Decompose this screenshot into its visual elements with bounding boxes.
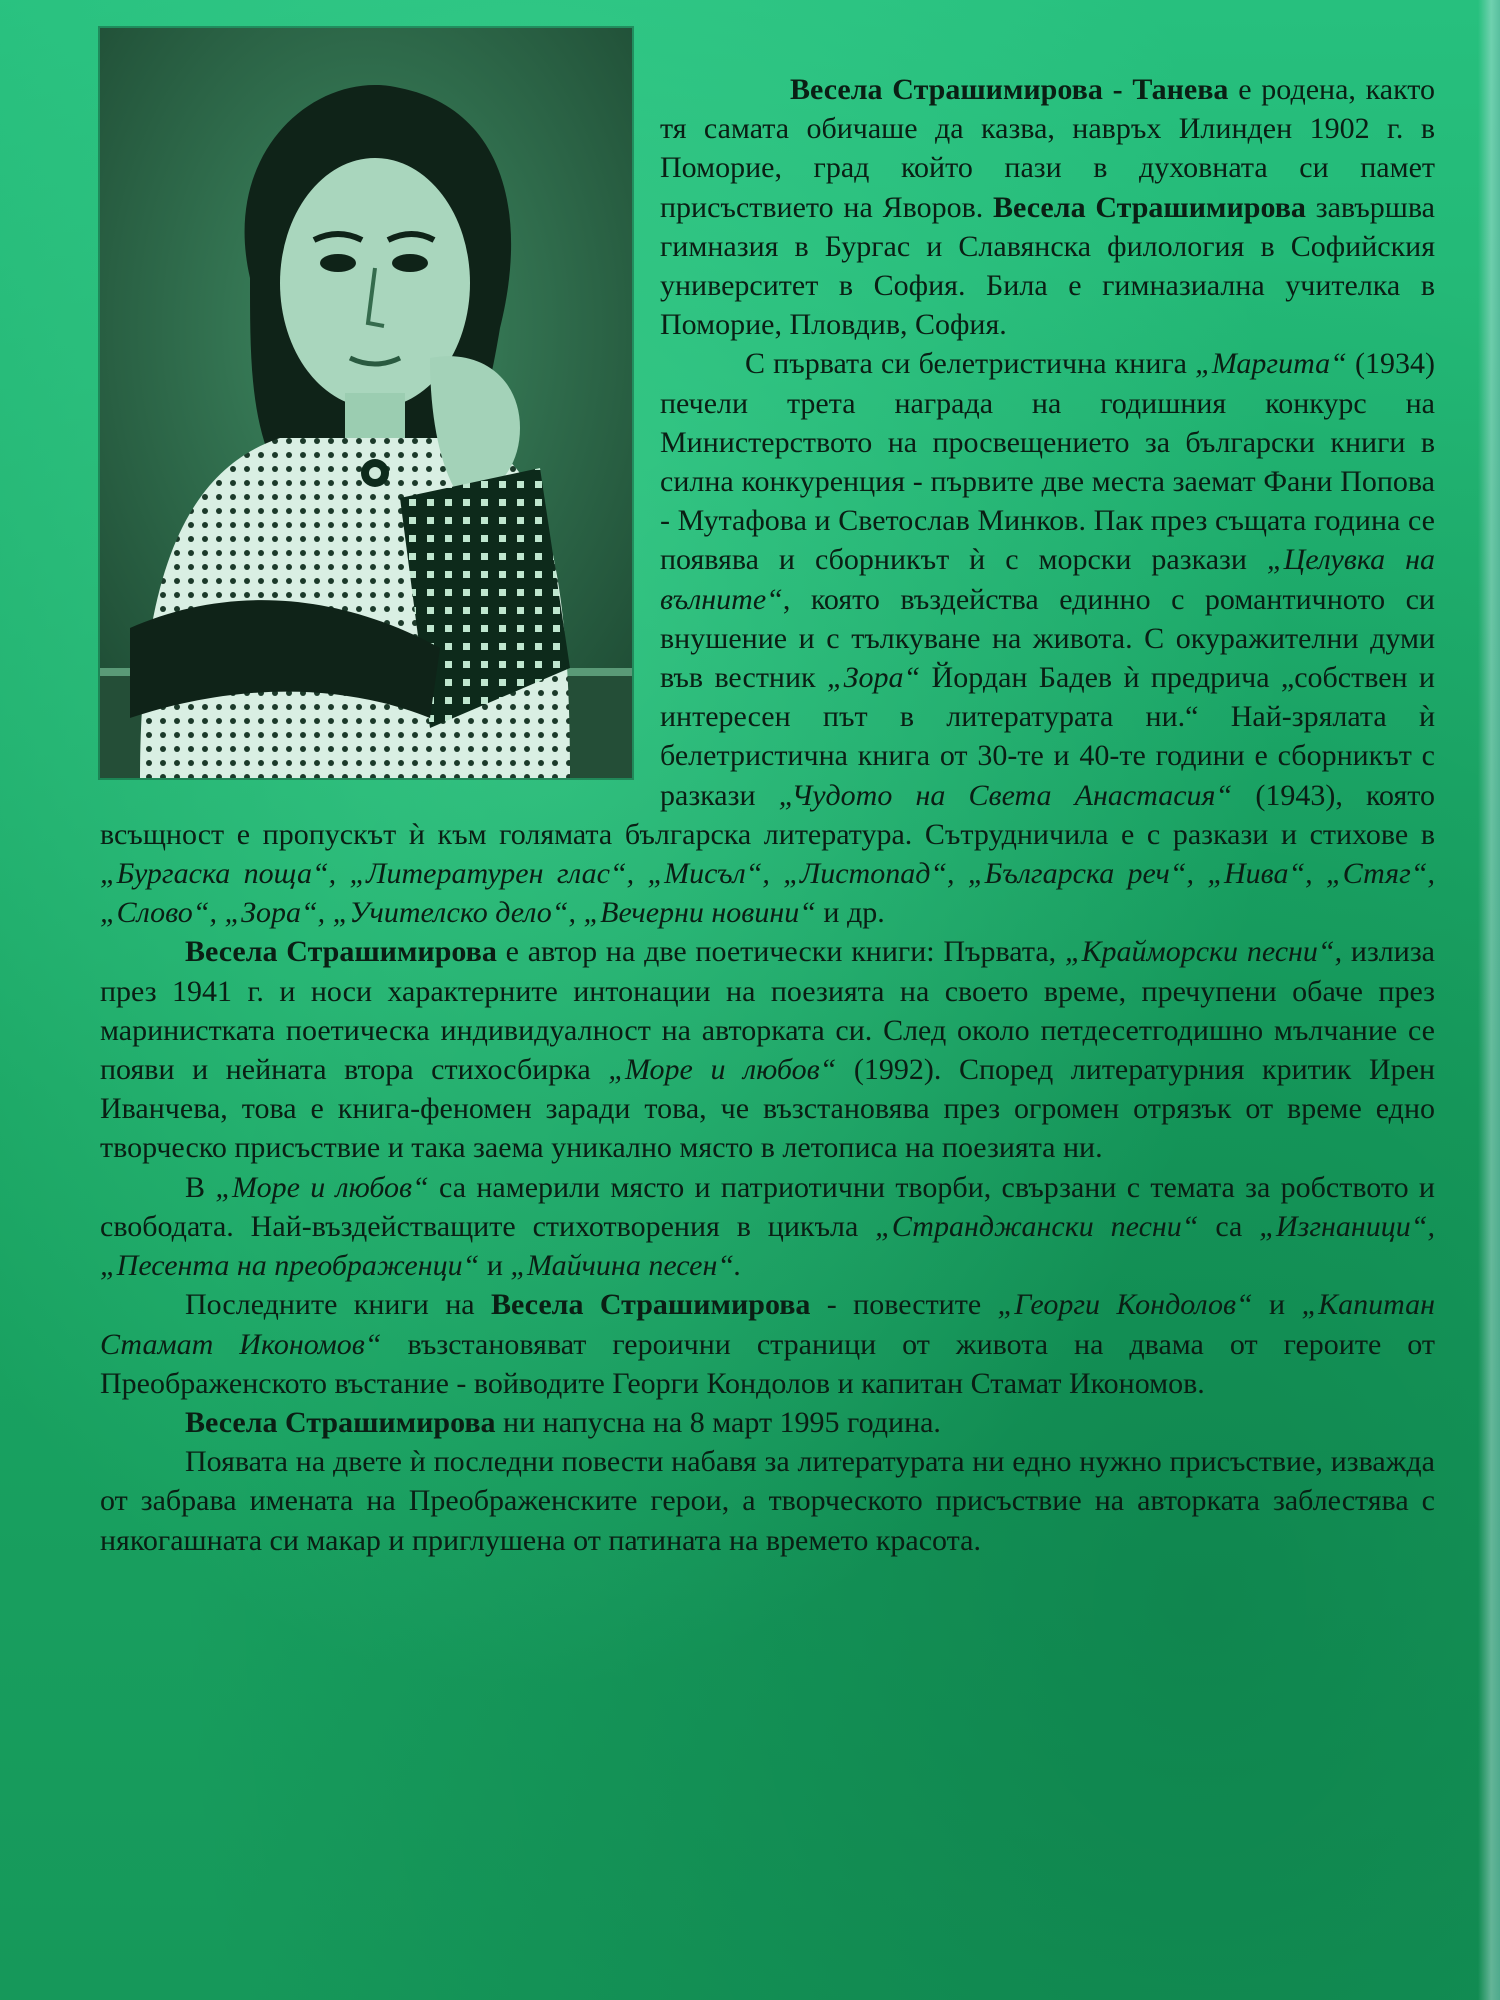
work-title: „Море и любов“ bbox=[215, 1170, 429, 1204]
bio-paragraph bbox=[100, 932, 1435, 1167]
work-title: „Маргита“ bbox=[1195, 347, 1347, 381]
text-run: възстановяват героични страници от живота на двама от героите от Преображенското въстание - войводите Георги Кондолов и капитан Стамат Икономов. bbox=[100, 1327, 1435, 1400]
author-name: Весела Страшимирова bbox=[993, 190, 1306, 224]
bio-paragraph bbox=[100, 1285, 1435, 1403]
text-run: (1934) печели трета награда на годишния конкурс на Министерството на просвещението за български книги в силна конкуренция - първите две места заемат Фани Попова - Мутафова и Светослав Минков. Пак през същата година се появява и сборникът ѝ с морски разкази bbox=[660, 347, 1435, 577]
text-run: ни напусна на 8 март 1995 година. bbox=[495, 1405, 941, 1439]
work-title: „Зора“ bbox=[826, 661, 921, 695]
work-title: „Чудото на Света Анастасия“ bbox=[778, 778, 1233, 812]
author-name: Весела Страшимирова - Танева bbox=[790, 73, 1229, 106]
work-title: „Целувка на вълните“ bbox=[660, 543, 1435, 616]
work-title: „Майчина песен“. bbox=[510, 1249, 742, 1283]
author-name: Весела Страшимирова bbox=[490, 1288, 811, 1322]
text-run: е родена, както тя самата обичаше да казва, навръх Илинден 1902 г. в Поморие, град който пази в духовната си памет присъствието на Яворов. bbox=[660, 73, 1435, 224]
text-run: Йордан Бадев ѝ предрича „собствен и интересен път в литературата ни.“ Най-зрялата ѝ белетристична книга от 30-те и 40-те години е сборникът с разкази bbox=[660, 661, 1435, 812]
work-title: „Крайморски песни“, bbox=[1064, 935, 1343, 969]
text-run: излиза през 1941 г. и носи характерните интонации на поезията на своето време, пречупени обаче през маринистката поетическа индивидуалност на авторката си. След около петдесетгодишно мълчание се появи и нейната втора стихосбирка bbox=[100, 935, 1436, 1087]
text-run: е автор на две поетически книги: Първата, bbox=[496, 935, 1065, 969]
text-run: - повестите bbox=[810, 1288, 998, 1322]
text-run: В bbox=[185, 1170, 216, 1204]
work-title: „Изгнаници“, „Песента на преображенци“ bbox=[100, 1209, 1435, 1283]
bio-paragraph bbox=[100, 1168, 1435, 1286]
text-run: и bbox=[479, 1249, 511, 1283]
text-run: (1943), която всъщност е пропускът ѝ към голямата българска литература. Сътрудничила е с разкази и стихове в bbox=[100, 778, 1435, 851]
text-run: С първата си белетристична книга bbox=[745, 347, 1196, 381]
author-name: Весела Страшимирова bbox=[185, 1405, 496, 1439]
work-title: „Капитан Стамат Икономов“ bbox=[100, 1288, 1435, 1361]
cover-edge-glare bbox=[1478, 0, 1500, 2000]
work-title: „Бургаска поща“, „Литературен глас“, „Мисъл“, „Листопад“, „Българска реч“, „Нива“, „Стяг“, „Слово“, „Зора“, „Учителско дело“, „Вечерни новини“ bbox=[100, 857, 1435, 930]
text-run: завършва гимназия в Бургас и Славянска филология в Софийския университет в София. Била е гимназиална учителка в Поморие, Пловдив, София. bbox=[660, 190, 1435, 342]
text-run: Последните книги на bbox=[185, 1288, 491, 1322]
work-title: „Георги Кондолов“ bbox=[997, 1288, 1253, 1322]
text-run: Появата на двете ѝ последни повести набавя за литературата ни едно нужно присъствие, изважда от забрава имената на Преображенските герои, а творческото присъствие на авторката заблестява с някогашната си макар и приглушена от патината на времето красота. bbox=[100, 1445, 1435, 1557]
text-run: са bbox=[1198, 1209, 1260, 1243]
work-title: „Море и любов“ bbox=[608, 1053, 837, 1087]
work-title: „Странджански песни“ bbox=[875, 1209, 1199, 1243]
biography-text bbox=[100, 70, 1435, 1560]
bio-paragraph bbox=[100, 1403, 1435, 1442]
text-run: , която въздейства единно с романтичното си внушение и с тълкуване на живота. С окуражителни думи във вестник bbox=[660, 582, 1435, 695]
portrait-wrap-spacer bbox=[100, 70, 660, 805]
text-run: (1992). Според литературния критик Ирен Иванчева, това е книга-феномен заради това, че възстановява през огромен отрязък от време едно творческо присъствие и така заема уникално място в летописа на поезията ни. bbox=[100, 1053, 1435, 1165]
text-run: са намерили място и патриотични творби, свързани с темата за робството и свободата. Най-въздействащите стихотворения в цикъла bbox=[100, 1170, 1435, 1243]
bio-paragraph bbox=[100, 1442, 1435, 1560]
text-run: и др. bbox=[815, 896, 885, 930]
author-name: Весела Страшимирова bbox=[185, 935, 497, 969]
text-run: и bbox=[1252, 1288, 1302, 1322]
